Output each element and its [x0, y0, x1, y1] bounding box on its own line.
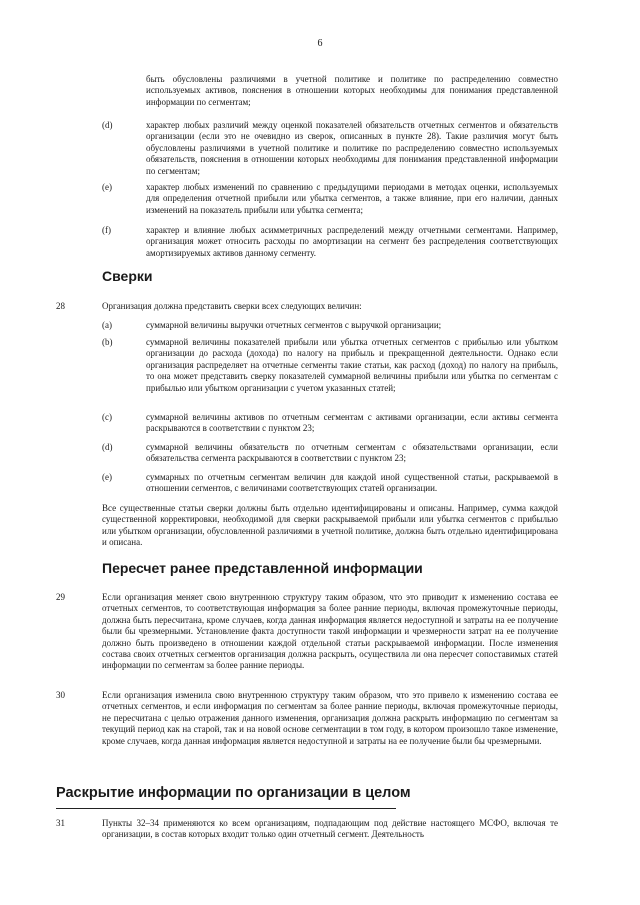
list-item-text: характер и влияние любых асимметричных распределений между отчетными сегментами. Например, организация может относить расходы по амортизации на сегмент без распределения соответствующих амортизируемых активов данному сегменту. — [146, 225, 558, 258]
page-number: 6 — [317, 38, 323, 49]
section-heading-entity-wide: Раскрытие информации по организации в целом — [56, 785, 411, 801]
list-item-text: суммарной величины показателей прибыли или убытка отчетных сегментов с прибылью или убытком организации до расхода (дохода) по налогу на прибыль и прекращенной деятельности. Однако если организация распределяет на отчетные сегменты такие статьи, как расход (доход) по налогу на прибыль, то она может представить сверку показателей суммарной величины прибыли или убытка по сегментам с прибылью или убытком организации с учетом указанных статей; — [146, 337, 558, 393]
paragraph-number: 31 — [56, 818, 65, 828]
list-item-label: (d) — [102, 442, 113, 452]
list-item-text: суммарных по отчетным сегментам величин для каждой иной существенной статьи, раскрываемой в отношении сегментов, с величинами соответствующих статей организации. — [146, 472, 558, 494]
paragraph-number: 30 — [56, 690, 65, 700]
intro-continuation: быть обусловлены различиями в учетной политике и политике по распределению совместно используемых активов, пояснения в отношении которых необходимы для понимания представленной информации по сегментам; — [146, 74, 558, 107]
section-heading-restatement: Пересчет ранее представленной информации — [102, 560, 423, 576]
list-item-label: (d) — [102, 120, 113, 130]
reconciliations-closing: Все существенные статьи сверки должны быть отдельно идентифицированы и описаны. Например, сумма каждой существенной корректировки, необходимой для сверки раскрываемой прибыли или убытка сегментов с прибылью или убытком организации, обусловленной различиями в учетной политике, должна быть отдельно идентифицирована и описана. — [102, 503, 558, 548]
list-item-label: (c) — [102, 412, 112, 422]
list-item-text: суммарной величины выручки отчетных сегментов с выручкой организации; — [146, 320, 442, 330]
list-item-text: суммарной величины активов по отчетным сегментам с активами организации, если активы сегмента раскрываются в соответствии с пунктом 23; — [146, 412, 558, 434]
section-heading-reconciliations: Сверки — [102, 268, 153, 284]
heading-rule — [56, 808, 396, 809]
list-item-label: (b) — [102, 337, 113, 347]
list-item-label: (f) — [102, 225, 111, 235]
paragraph-number: 28 — [56, 301, 65, 311]
list-item-text: характер любых изменений по сравнению с предыдущими периодами в методах оценки, используемых для определения отчетной прибыли или убытка сегментов, а также влияние, при его наличии, данных изменений на показатель прибыли или убытка сегмента; — [146, 182, 558, 215]
paragraph-number: 29 — [56, 592, 65, 602]
reconciliations-lead: Организация должна представить сверки всех следующих величин: — [102, 301, 362, 311]
list-item-text: характер любых различий между оценкой показателей обязательств отчетных сегментов и обязательств организации (если это не очевидно из сверок, описанных в пункте 28). Такие различия могут быть обусловлены различиями в учетной политике и политике по распределению совместно используемых обязательств, пояснения в отношении которых необходимы для понимания представленной информации по сегментам; — [146, 120, 558, 176]
list-item-label: (e) — [102, 182, 112, 192]
paragraph-text: Если организация изменила свою внутреннюю структуру таким образом, что это привело к изменению состава ее отчетных сегментов, и если информация по сегментам за более ранние периоды, включая промежуточные периоды, не пересчитана с целью отражения данного изменения, организация должна раскрыть информацию по сегментам за текущий период как на старой, так и на новой основе сегментации в том году, в котором произошло такое изменение, кроме случаев, когда данная информация является недоступной и затраты на ее получение были бы чрезмерными. — [102, 690, 558, 746]
list-item-text: суммарной величины обязательств по отчетным сегментам с обязательствами организации, если обязательства сегмента раскрываются в соответствии с пунктом 23; — [146, 442, 558, 464]
list-item-label: (e) — [102, 472, 112, 482]
paragraph-text: Если организация меняет свою внутреннюю структуру таким образом, что это приводит к изменению состава ее отчетных сегментов, то соответствующая информация за более ранние периоды, включая промежуточные периоды, должна быть пересчитана, кроме случаев, когда данная информация является недоступной и затраты на ее получение были бы чрезмерными. Установление факта доступности такой информации и чрезмерности затрат на ее получение должно быть произведено в отношении каждой отдельной статьи раскрываемой информации. После изменения состава своих отчетных сегментов организация должна раскрыть, осуществила ли она пересчет сопоставимых статей информации по сегментам за более ранние периоды. — [102, 592, 558, 671]
list-item-label: (a) — [102, 320, 112, 330]
paragraph-text: Пункты 32–34 применяются ко всем организациям, подпадающим под действие настоящего МСФО, включая те организации, в состав которых входит только один отчетный сегмент. Деятельность — [102, 818, 558, 840]
